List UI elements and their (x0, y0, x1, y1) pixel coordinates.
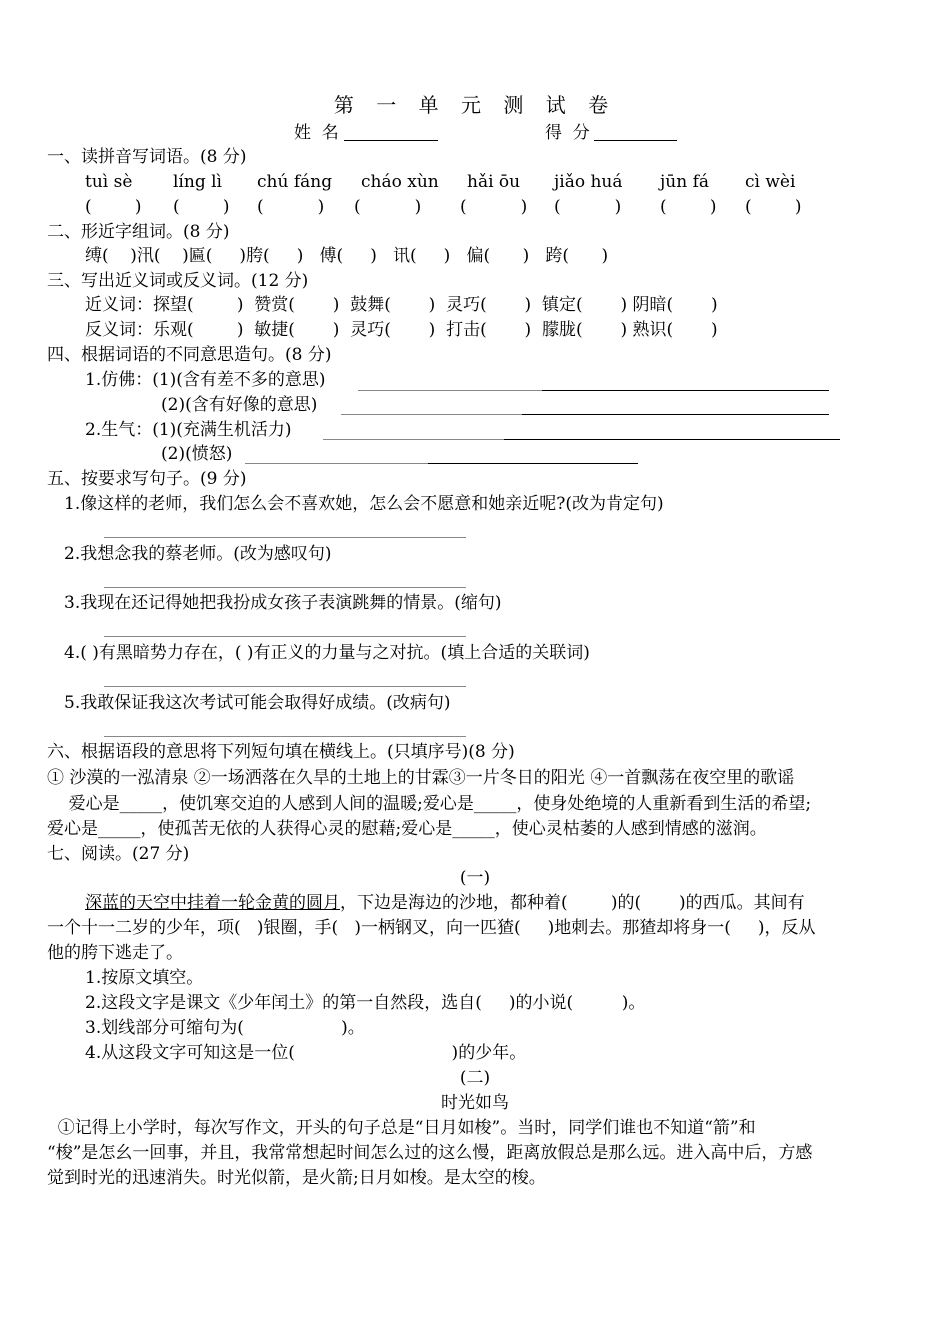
answer-line[interactable] (104, 587, 466, 588)
love-paragraph-line-2[interactable]: 爱心是_____，使孤苦无依的人获得心灵的慰藉;爱心是_____，使心灵枯萎的人感到情感的滋润。 (47, 819, 767, 839)
pinyin-2: líng lì (173, 172, 222, 192)
answer-line[interactable] (522, 414, 829, 415)
name-blank[interactable] (344, 140, 438, 141)
answer-line[interactable] (104, 736, 466, 737)
pinyin-4: cháo xùn (361, 172, 439, 192)
pinyin-5: hǎi ōu (467, 172, 521, 192)
love-paragraph-line-1[interactable]: 爱心是_____，使饥寒交迫的人感到人间的温暖;爱心是_____，使身处绝境的人重新看到生活的希望; (47, 794, 812, 814)
reading-1-line-1-rest[interactable]: ，下边是海边的沙地，都种着( )的( )的西瓜。其间有 (340, 893, 805, 913)
rewrite-item-1: 1.像这样的老师，我们怎么会不喜欢她，怎么会不愿意和她亲近呢?(改为肯定句) (64, 494, 664, 514)
answer-bracket-5[interactable]: ( ) (460, 197, 528, 217)
answer-line[interactable] (341, 414, 522, 415)
answer-bracket-7[interactable]: ( ) (660, 197, 717, 217)
pinyin-6: jiǎo huá (554, 172, 623, 192)
answer-line[interactable] (245, 463, 428, 464)
reading-question-4[interactable]: 4.从这段文字可知这是一位( )的少年。 (85, 1043, 527, 1063)
answer-bracket-6[interactable]: ( ) (554, 197, 622, 217)
sentence-prompt-4: (2)(愤怒) (161, 444, 233, 464)
reading-2-line-3: 觉到时光的迅速消失。时光似箭，是火箭;日月如梭。是太空的梭。 (47, 1168, 546, 1188)
page-title: 第 一 单 元 测 试 卷 (333, 93, 617, 117)
reading-part-2-label: (二) (459, 1068, 491, 1088)
section-4-heading: 四、根据词语的不同意思造句。(8 分) (47, 345, 332, 365)
answer-line[interactable] (358, 390, 542, 391)
pinyin-3: chú fáng (257, 172, 333, 192)
reading-question-1: 1.按原文填空。 (85, 968, 204, 988)
sentence-prompt-3: 2.生气：(1)(充满生机活力) (85, 420, 292, 440)
answer-bracket-4[interactable]: ( ) (354, 197, 422, 217)
synonym-row[interactable]: 近义词：探望( ) 赞赏( ) 鼓舞( ) 灵巧( ) 镇定( ) 阴暗( ) (85, 295, 718, 315)
reading-question-2[interactable]: 2.这段文字是课文《少年闰土》的第一自然段，选自( )的小说( )。 (85, 993, 646, 1013)
answer-line[interactable] (104, 636, 466, 637)
reading-2-line-1: ①记得上小学时，每次写作文，开头的句子总是“日月如梭”。当时，同学们谁也不知道“箭”和 (47, 1118, 756, 1138)
score-label: 得 分 (545, 123, 590, 143)
answer-bracket-1[interactable]: ( ) (85, 197, 142, 217)
reading-2-line-2: “梭”是怎幺一回事，并且，我常常想起时间怎么过的这么慢，距离放假总是那么远。进入高中后，方感 (47, 1143, 813, 1163)
pinyin-8: cì wèi (745, 172, 796, 192)
section-2-heading: 二、形近字组词。(8 分) (47, 222, 230, 242)
reading-question-3[interactable]: 3.划线部分可缩句为( )。 (85, 1018, 365, 1038)
pinyin-7: jūn fá (660, 172, 709, 192)
answer-bracket-3[interactable]: ( ) (257, 197, 325, 217)
underlined-phrase: 深蓝的天空中挂着一轮金黄的圆月 (85, 893, 340, 913)
phrase-options: ① 沙漠的一泓清泉 ②一场洒落在久旱的土地上的甘霖③一片冬日的阳光 ④一首飘荡在夜空里的歌谣 (47, 768, 795, 788)
rewrite-item-2: 2.我想念我的蔡老师。(改为感叹句) (64, 544, 332, 564)
similar-char-row[interactable]: 缚( )汛( )匾( )胯( ) 傅( ) 讯( ) 偏( ) 跨( ) (85, 246, 609, 266)
reading-part-1-label: (一) (459, 868, 491, 888)
section-5-heading: 五、按要求写句子。(9 分) (47, 469, 247, 489)
antonym-row[interactable]: 反义词：乐观( ) 敏捷( ) 灵巧( ) 打击( ) 朦胧( ) 熟识( ) (85, 320, 718, 340)
reading-1-line-1 (85, 892, 805, 914)
section-7-heading: 七、阅读。(27 分) (47, 844, 190, 864)
answer-bracket-8[interactable]: ( ) (745, 197, 802, 217)
answer-line[interactable] (323, 439, 504, 440)
answer-bracket-2[interactable]: ( ) (173, 197, 230, 217)
reading-1-line-3: 他的胯下逃走了。 (47, 943, 183, 963)
section-3-heading: 三、写出近义词或反义词。(12 分) (47, 271, 309, 291)
answer-line[interactable] (104, 686, 466, 687)
sentence-prompt-2: (2)(含有好像的意思) (161, 395, 318, 415)
rewrite-item-5: 5.我敢保证我这次考试可能会取得好成绩。(改病句) (64, 693, 451, 713)
reading-1-line-2[interactable]: 一个十一二岁的少年，项( )银圈，手( )一柄钢叉，向一匹猹( )地刺去。那猹却将身一( )，反从 (47, 918, 816, 938)
name-label: 姓 名 (294, 123, 339, 143)
score-blank[interactable] (594, 140, 677, 141)
section-6-heading: 六、根据语段的意思将下列短句填在横线上。(只填序号)(8 分) (47, 742, 515, 762)
story-title: 时光如鸟 (441, 1093, 509, 1113)
answer-line[interactable] (428, 463, 638, 464)
answer-line[interactable] (542, 390, 829, 391)
rewrite-item-3: 3.我现在还记得她把我扮成女孩子表演跳舞的情景。(缩句) (64, 593, 502, 613)
sentence-prompt-1: 1.仿佛：(1)(含有差不多的意思) (85, 370, 326, 390)
answer-line[interactable] (504, 439, 840, 440)
pinyin-1: tuì sè (85, 172, 133, 192)
rewrite-item-4: 4.( )有黑暗势力存在，( )有正义的力量与之对抗。(填上合适的关联词) (64, 643, 590, 663)
answer-line[interactable] (104, 537, 466, 538)
section-1-heading: 一、读拼音写词语。(8 分) (47, 147, 247, 167)
